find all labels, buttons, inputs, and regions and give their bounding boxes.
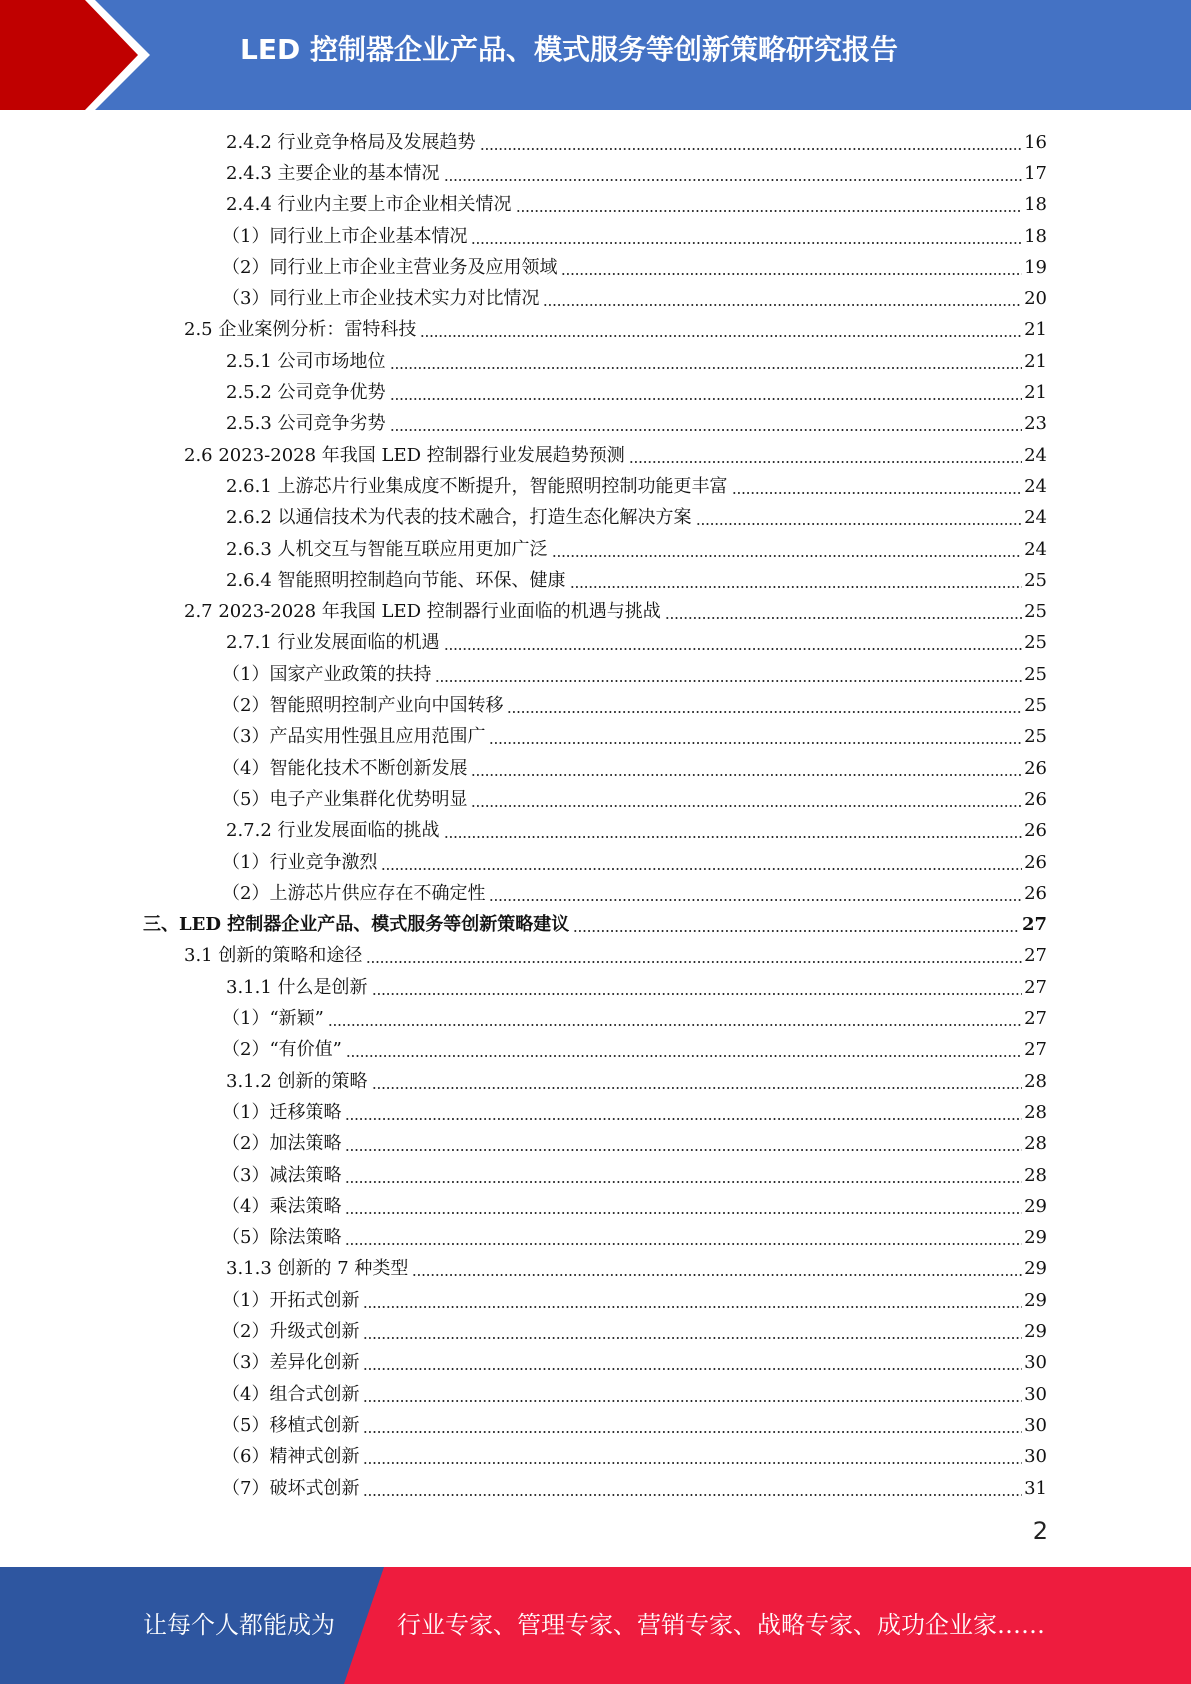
toc-entry-page: 24	[1024, 475, 1047, 497]
toc-entry-page: 18	[1024, 194, 1047, 216]
toc-entry-page: 29	[1024, 1227, 1047, 1249]
toc-entry[interactable]	[226, 377, 1047, 408]
toc-entry[interactable]	[222, 847, 1047, 878]
toc-entry-title: （1）国家产业政策的扶持	[222, 663, 432, 685]
toc-entry[interactable]	[222, 1348, 1047, 1379]
toc-entry-title: （2）升级式创新	[222, 1321, 360, 1343]
toc-entry-title: （4）智能化技术不断创新发展	[222, 757, 468, 779]
toc-dot-leader	[561, 273, 1022, 275]
toc-entry-page: 30	[1024, 1446, 1047, 1468]
toc-entry-title: 2.6.3 人机交互与智能互联应用更加广泛	[226, 538, 548, 560]
toc-entry[interactable]	[184, 440, 1047, 471]
toc-entry-title: 2.5 企业案例分析：雷特科技	[184, 319, 417, 341]
toc-entry[interactable]	[222, 252, 1047, 283]
toc-entry[interactable]	[222, 1473, 1047, 1504]
toc-entry-page: 21	[1024, 382, 1047, 404]
toc-entry[interactable]	[222, 690, 1047, 721]
toc-entry-title: 2.7 2023-2028 年我国 LED 控制器行业面临的机遇与挑战	[184, 601, 661, 623]
toc-entry-page: 24	[1024, 507, 1047, 529]
toc-entry[interactable]	[222, 1160, 1047, 1191]
toc-dot-leader	[489, 742, 1022, 744]
toc-entry-title: 2.6.1 上游芯片行业集成度不断提升，智能照明控制功能更丰富	[226, 475, 728, 497]
toc-entry-title: 2.6.2 以通信技术为代表的技术融合，打造生态化解决方案	[226, 507, 692, 529]
toc-dot-leader	[363, 1431, 1022, 1433]
toc-entry-title: （4）组合式创新	[222, 1383, 360, 1405]
toc-dot-leader	[363, 1337, 1022, 1339]
toc-entry-page: 28	[1024, 1133, 1047, 1155]
toc-entry[interactable]	[222, 722, 1047, 753]
toc-entry-page: 16	[1024, 131, 1047, 153]
toc-entry-page: 26	[1024, 851, 1047, 873]
toc-dot-leader	[346, 1055, 1022, 1057]
toc-dot-leader	[345, 1181, 1022, 1183]
toc-dot-leader	[363, 1462, 1022, 1464]
toc-dot-leader	[444, 648, 1023, 650]
toc-entry-page: 20	[1024, 288, 1047, 310]
toc-dot-leader	[390, 398, 1023, 400]
toc-entry-page: 25	[1024, 632, 1047, 654]
toc-entry-title: 2.4.3 主要企业的基本情况	[226, 162, 440, 184]
toc-entry[interactable]	[222, 1003, 1047, 1034]
toc-dot-leader	[363, 1368, 1022, 1370]
toc-entry-page: 30	[1024, 1352, 1047, 1374]
toc-entry-title: 2.7.2 行业发展面临的挑战	[226, 820, 440, 842]
toc-entry[interactable]	[222, 878, 1047, 909]
toc-dot-leader	[381, 868, 1022, 870]
toc-entry-title: 2.5.1 公司市场地位	[226, 350, 386, 372]
toc-entry-title: （5）电子产业集群化优势明显	[222, 788, 468, 810]
toc-dot-leader	[363, 1400, 1022, 1402]
toc-dot-leader	[366, 961, 1022, 963]
toc-entry[interactable]	[222, 1285, 1047, 1316]
toc-dot-leader	[480, 148, 1023, 150]
toc-dot-leader	[372, 1087, 1023, 1089]
toc-entry[interactable]	[226, 127, 1047, 158]
toc-entry-title: （2）加法策略	[222, 1133, 342, 1155]
toc-dot-leader	[471, 242, 1022, 244]
toc-entry[interactable]	[226, 628, 1047, 659]
toc-dot-leader	[363, 1306, 1022, 1308]
toc-entry-title: （3）差异化创新	[222, 1352, 360, 1374]
toc-entry-page: 30	[1024, 1383, 1047, 1405]
toc-entry[interactable]	[222, 659, 1047, 690]
report-title: LED 控制器企业产品、模式服务等创新策略研究报告	[240, 33, 898, 66]
toc-dot-leader	[573, 930, 1020, 932]
toc-dot-leader	[552, 555, 1023, 557]
toc-dot-leader	[471, 774, 1022, 776]
toc-dot-leader	[444, 179, 1023, 181]
toc-entry[interactable]	[226, 471, 1047, 502]
toc-entry-page: 23	[1024, 413, 1047, 435]
toc-entry[interactable]	[226, 565, 1047, 596]
toc-entry[interactable]	[222, 1035, 1047, 1066]
toc-entry[interactable]	[222, 784, 1047, 815]
toc-dot-leader	[570, 586, 1023, 588]
toc-entry-title: （3）同行业上市企业技术实力对比情况	[222, 288, 540, 310]
toc-entry-page: 18	[1024, 225, 1047, 247]
toc-dot-leader	[435, 680, 1022, 682]
toc-dot-leader	[345, 1149, 1022, 1151]
toc-entry[interactable]	[226, 190, 1047, 221]
toc-dot-leader	[345, 1212, 1022, 1214]
toc-entry-page: 24	[1024, 538, 1047, 560]
header-arrow	[0, 0, 138, 110]
footer-slogan-left: 让每个人都能成为	[143, 1611, 335, 1639]
toc-entry-title: （2）智能照明控制产业向中国转移	[222, 695, 504, 717]
header-band	[0, 0, 1191, 110]
toc-entry-title: （7）破坏式创新	[222, 1477, 360, 1499]
toc-entry-page: 26	[1024, 788, 1047, 810]
toc-entry[interactable]	[222, 1223, 1047, 1254]
toc-entry[interactable]	[222, 1379, 1047, 1410]
toc-dot-leader	[420, 335, 1022, 337]
toc-entry-page: 26	[1024, 757, 1047, 779]
toc-entry-title: 2.4.2 行业竞争格局及发展趋势	[226, 131, 476, 153]
toc-entry-page: 27	[1024, 945, 1047, 967]
toc-entry-page: 29	[1024, 1289, 1047, 1311]
toc-entry[interactable]	[184, 941, 1047, 972]
toc-dot-leader	[372, 993, 1023, 995]
toc-dot-leader	[471, 805, 1022, 807]
toc-entry[interactable]	[226, 534, 1047, 565]
toc-entry-title: 3.1 创新的策略和途径	[184, 945, 363, 967]
toc-entry[interactable]	[226, 1254, 1047, 1285]
toc-entry-title: （2）“有价值”	[222, 1039, 342, 1061]
toc-entry-title: （1）行业竞争激烈	[222, 851, 378, 873]
toc-entry-page: 21	[1024, 319, 1047, 341]
toc-entry-page: 31	[1024, 1477, 1047, 1499]
toc-entry-title: （3）产品实用性强且应用范围广	[222, 726, 486, 748]
toc-entry-page: 19	[1024, 256, 1047, 278]
toc-dot-leader	[507, 711, 1022, 713]
toc-entry-page: 27	[1021, 914, 1047, 936]
toc-entry-page: 27	[1024, 1039, 1047, 1061]
toc-entry[interactable]	[222, 1097, 1047, 1128]
toc-dot-leader	[390, 367, 1023, 369]
toc-entry[interactable]	[226, 816, 1047, 847]
toc-entry-title: （1）同行业上市企业基本情况	[222, 225, 468, 247]
toc-entry-title: 2.5.2 公司竞争优势	[226, 382, 386, 404]
toc-entry[interactable]	[226, 503, 1047, 534]
toc-dot-leader	[629, 461, 1022, 463]
toc-entry-page: 25	[1024, 663, 1047, 685]
toc-entry[interactable]	[184, 315, 1047, 346]
toc-entry-page: 28	[1024, 1070, 1047, 1092]
toc-dot-leader	[412, 1274, 1022, 1276]
toc-dot-leader	[732, 492, 1023, 494]
toc-entry-page: 25	[1024, 601, 1047, 623]
toc-entry[interactable]	[222, 221, 1047, 252]
toc-entry[interactable]	[222, 1129, 1047, 1160]
toc-entry[interactable]	[222, 1410, 1047, 1441]
toc-dot-leader	[696, 523, 1023, 525]
toc-dot-leader	[444, 836, 1023, 838]
toc-entry-title: 2.7.1 行业发展面临的机遇	[226, 632, 440, 654]
toc-entry-page: 29	[1024, 1321, 1047, 1343]
toc-entry-page: 26	[1024, 882, 1047, 904]
footer-band	[0, 1567, 1191, 1684]
toc-dot-leader	[345, 1243, 1022, 1245]
toc-entry[interactable]	[222, 1316, 1047, 1347]
toc-entry-title: （1）迁移策略	[222, 1101, 342, 1123]
toc-entry[interactable]	[222, 284, 1047, 315]
toc-entry[interactable]	[184, 597, 1047, 628]
toc-entry[interactable]	[226, 158, 1047, 189]
toc-entry-page: 29	[1024, 1258, 1047, 1280]
toc-entry-title: 2.6.4 智能照明控制趋向节能、环保、健康	[226, 569, 566, 591]
toc-entry-title: 3.1.2 创新的策略	[226, 1070, 368, 1092]
toc-entry[interactable]	[226, 409, 1047, 440]
toc-entry-page: 25	[1024, 695, 1047, 717]
toc-entry-title: 2.6 2023-2028 年我国 LED 控制器行业发展趋势预测	[184, 444, 625, 466]
toc-entry-title: （5）移植式创新	[222, 1414, 360, 1436]
toc-entry-title: 三、LED 控制器企业产品、模式服务等创新策略建议	[143, 914, 570, 936]
toc-entry[interactable]	[222, 1442, 1047, 1473]
toc-entry-page: 25	[1024, 569, 1047, 591]
toc-dot-leader	[328, 1024, 1022, 1026]
toc-entry-title: 3.1.1 什么是创新	[226, 976, 368, 998]
toc-entry[interactable]	[226, 1066, 1047, 1097]
toc-entry[interactable]	[143, 910, 1047, 941]
toc-entry-title: （3）减法策略	[222, 1164, 342, 1186]
toc-entry-title: （5）除法策略	[222, 1227, 342, 1249]
toc-entry-page: 26	[1024, 820, 1047, 842]
toc-dot-leader	[363, 1494, 1022, 1496]
toc-entry-title: 3.1.3 创新的 7 种类型	[226, 1258, 409, 1280]
toc-dot-leader	[516, 210, 1023, 212]
toc-entry-page: 29	[1024, 1195, 1047, 1217]
toc-entry-title: （1）“新颖”	[222, 1008, 324, 1030]
toc-entry-page: 27	[1024, 976, 1047, 998]
page-number: 2	[1032, 1517, 1048, 1545]
toc-dot-leader	[390, 429, 1023, 431]
toc-entry-page: 21	[1024, 350, 1047, 372]
toc-entry-page: 17	[1024, 162, 1047, 184]
toc-entry[interactable]	[222, 1191, 1047, 1222]
toc-entry-page: 27	[1024, 1008, 1047, 1030]
toc-entry[interactable]	[222, 753, 1047, 784]
toc-entry-title: （1）开拓式创新	[222, 1289, 360, 1311]
toc-entry-title: （2）上游芯片供应存在不确定性	[222, 882, 486, 904]
toc-entry-page: 30	[1024, 1414, 1047, 1436]
toc-dot-leader	[543, 304, 1022, 306]
toc-entry-title: 2.5.3 公司竞争劣势	[226, 413, 386, 435]
toc-entry[interactable]	[226, 972, 1047, 1003]
toc-entry-page: 24	[1024, 444, 1047, 466]
toc-dot-leader	[489, 899, 1022, 901]
toc-entry-title: 2.4.4 行业内主要上市企业相关情况	[226, 194, 512, 216]
toc-entry-page: 25	[1024, 726, 1047, 748]
toc-entry-title: （4）乘法策略	[222, 1195, 342, 1217]
toc-entry-title: （2）同行业上市企业主营业务及应用领域	[222, 256, 558, 278]
footer-slogan-right: 行业专家、管理专家、营销专家、战略专家、成功企业家……	[397, 1611, 1045, 1639]
toc-entry-title: （6）精神式创新	[222, 1446, 360, 1468]
toc-entry-page: 28	[1024, 1164, 1047, 1186]
toc-dot-leader	[665, 617, 1022, 619]
toc-entry-page: 28	[1024, 1101, 1047, 1123]
toc-dot-leader	[345, 1118, 1022, 1120]
toc-entry[interactable]	[226, 346, 1047, 377]
